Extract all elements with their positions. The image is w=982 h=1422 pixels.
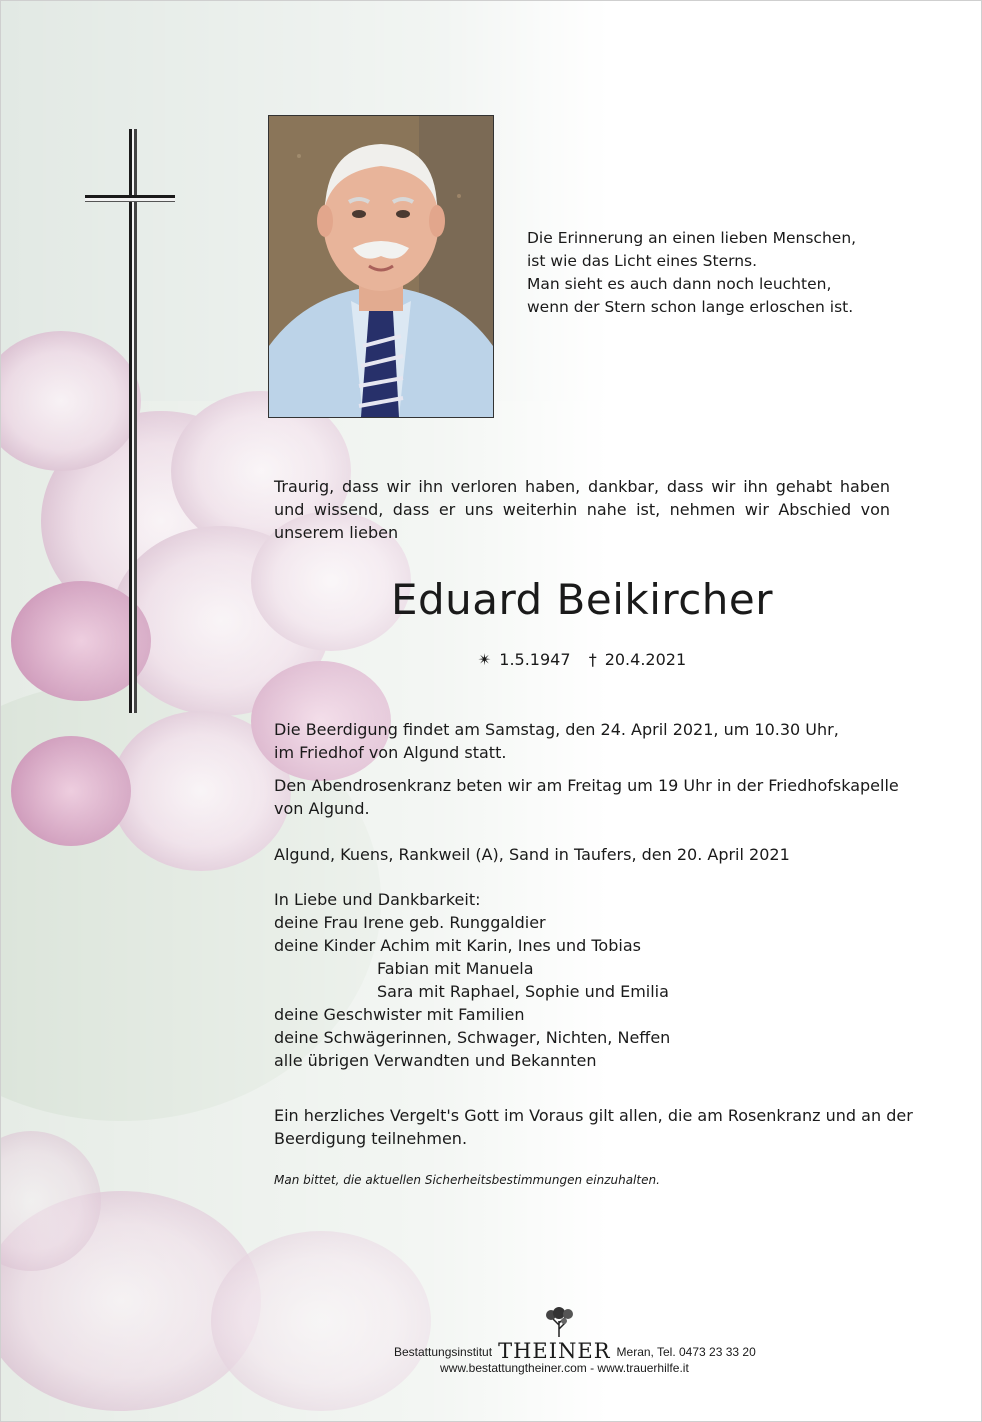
tree-logo-icon <box>541 1307 577 1337</box>
funeral-line: im Friedhof von Algund statt. <box>274 743 507 762</box>
mourners-heading: In Liebe und Dankbarkeit: <box>274 890 481 909</box>
mourner-entry: Sara mit Raphael, Sophie und Emilia <box>377 982 669 1001</box>
footer-brand: THEINER <box>498 1339 611 1363</box>
mourner-entry: deine Geschwister mit Familien <box>274 1005 525 1024</box>
life-dates <box>274 650 890 669</box>
thanks-line: Ein herzliches Vergelt's Gott im Voraus gilt allen, die am Rosenkranz und an der <box>274 1106 913 1125</box>
quote-line: Die Erinnerung an einen lieben Menschen, <box>527 229 857 247</box>
thanks-line: Beerdigung teilnehmen. <box>274 1129 468 1148</box>
mourner-entry: deine Kinder Achim mit Karin, Ines und Tobias <box>274 936 641 955</box>
footer-contact: Meran, Tel. 0473 23 33 20 <box>616 1345 756 1359</box>
place-date <box>274 843 894 866</box>
quote-line: Man sieht es auch dann noch leuchten, <box>527 275 832 293</box>
deceased-name: Eduard Beikircher <box>390 575 774 624</box>
funeral-line: Die Beerdigung findet am Samstag, den 24. April 2021, um 10.30 Uhr, <box>274 720 839 739</box>
footer-contact-line <box>394 1337 756 1361</box>
rosary-line: von Algund. <box>274 799 370 818</box>
mourner-entry: alle übrigen Verwandten und Bekannten <box>274 1051 597 1070</box>
birth-date: 1.5.1947 <box>499 650 571 669</box>
mourner-entry: deine Schwägerinnen, Schwager, Nichten, Neffen <box>274 1028 671 1047</box>
rosary-info <box>274 774 899 820</box>
mourners-list <box>274 888 894 1072</box>
death-cross-icon: † <box>588 650 597 669</box>
cross-bar <box>85 195 175 198</box>
quote-line: wenn der Stern schon lange erloschen ist. <box>527 298 854 316</box>
place-date-line: Algund, Kuens, Rankweil (A), Sand in Taufers, den 20. April 2021 <box>274 845 790 864</box>
intro-text: Traurig, dass wir ihn verloren haben, dankbar, dass wir ihn gehabt haben und wissend, dass er uns weiterhin nahe ist, nehmen wir Abschied von unserem lieben <box>274 477 890 542</box>
safety-note: Man bittet, die aktuellen Sicherheitsbestimmungen einzuhalten. <box>274 1173 660 1187</box>
birth-star-icon: ✴ <box>477 650 492 669</box>
quote-line: ist wie das Licht eines Sterns. <box>527 252 758 270</box>
death-date: 20.4.2021 <box>604 650 687 669</box>
footer-websites: www.bestattungtheiner.com - www.trauerhilfe.it <box>440 1361 689 1375</box>
portrait-photo <box>268 115 494 418</box>
cross-icon <box>129 129 134 713</box>
thanks-text <box>274 1104 913 1150</box>
rosary-line: Den Abendrosenkranz beten wir am Freitag um 19 Uhr in der Friedhofskapelle <box>274 776 899 795</box>
funeral-info <box>274 718 894 764</box>
memorial-quote <box>527 227 856 319</box>
mourner-entry: deine Frau Irene geb. Runggaldier <box>274 913 546 932</box>
mourner-entry: Fabian mit Manuela <box>377 959 534 978</box>
footer-institute: Bestattungsinstitut <box>394 1345 493 1359</box>
